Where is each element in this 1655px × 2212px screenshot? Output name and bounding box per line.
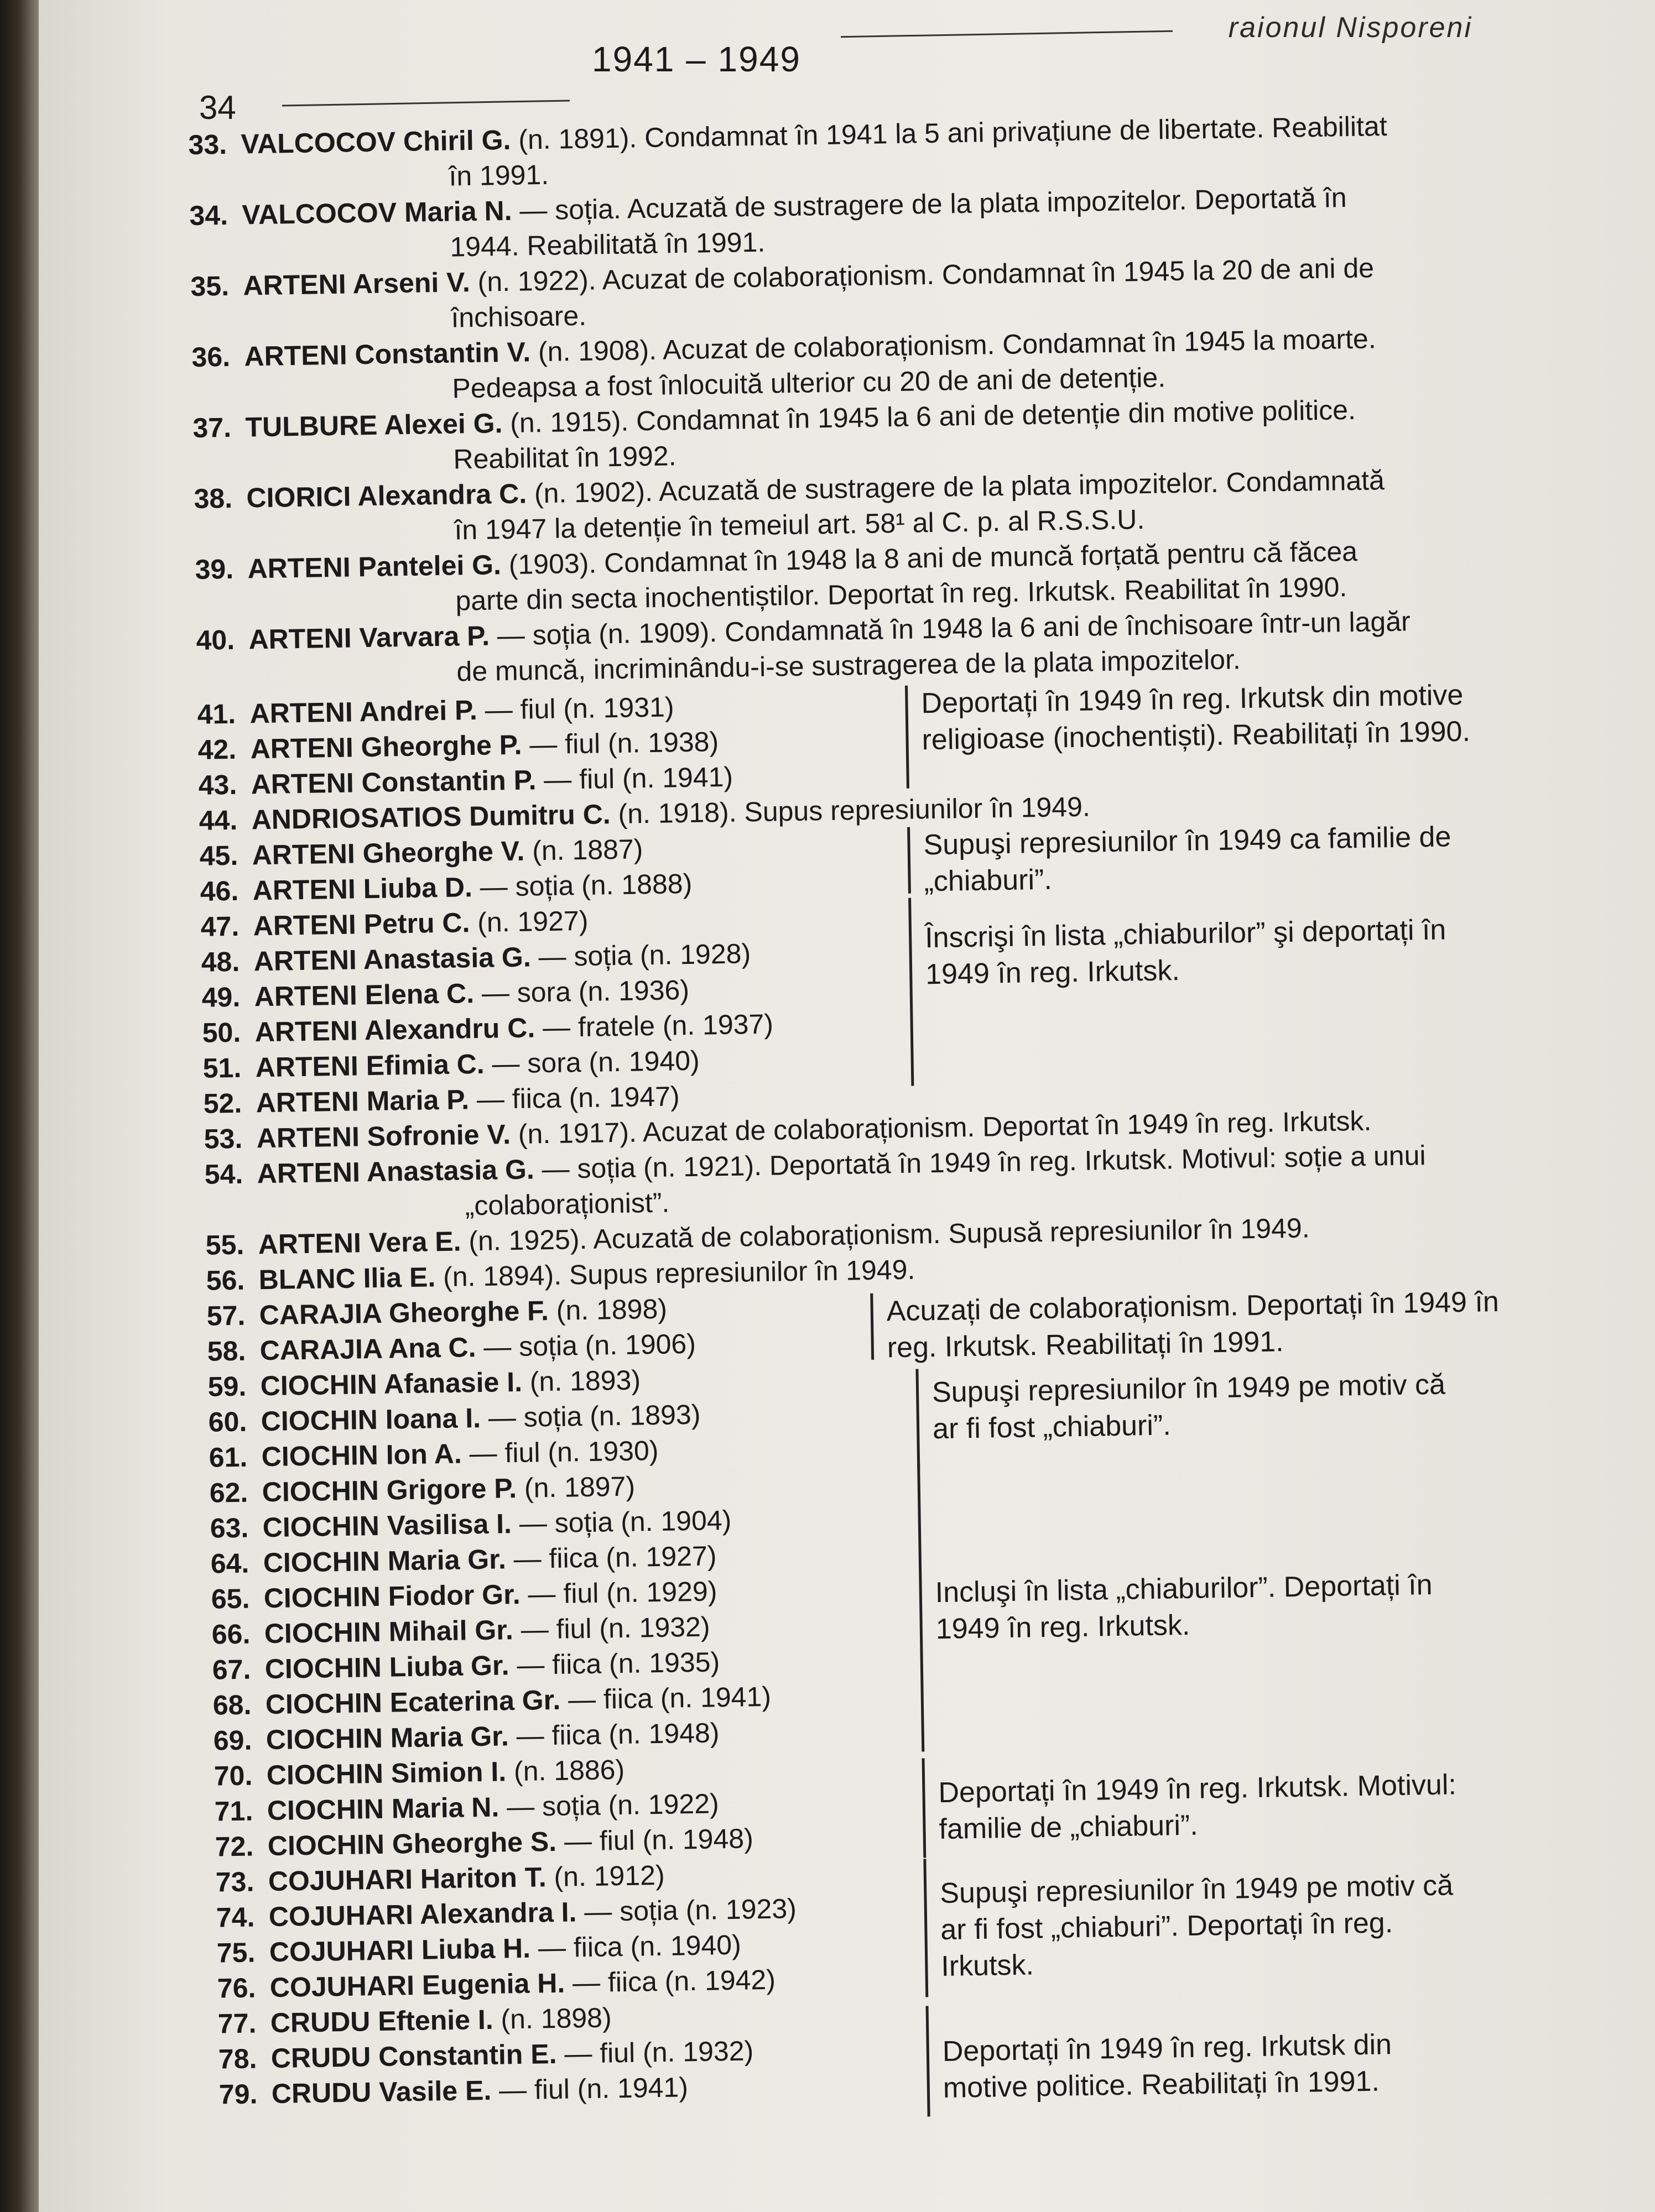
group-note: Supuşi represiunilor în 1949 ca familie de „chiaburi”. xyxy=(907,818,1477,894)
entry-text: (n. 1898) xyxy=(493,2002,612,2035)
entry-name: ARTENI Petru C. xyxy=(253,907,470,942)
entry-continuation: în 1991. xyxy=(449,159,549,192)
entry-name: CIORICI Alexandra C. xyxy=(246,478,527,514)
entry-number: 36. xyxy=(191,341,231,373)
entry-list xyxy=(188,106,1574,2112)
entry-text: — fratele (n. 1937) xyxy=(534,1008,774,1044)
entry-text: — soția (n. 1909). Condamnată în 1948 la 6 ani de închisoare într-un lagăr xyxy=(489,606,1411,651)
entry-name: COJUHARI Liuba H. xyxy=(269,1932,531,1968)
entry-text: (n. 1897) xyxy=(516,1470,636,1504)
entry-name: ARTENI Anastasia G. xyxy=(257,1154,535,1190)
entry-number: 45. xyxy=(199,839,238,872)
group-note: Supuşi represiunilor în 1949 pe motiv că ar fi fost „chiaburi”. Deportați în reg. Irkutsk. xyxy=(923,1850,1479,1997)
entry-name: COJUHARI Alexandra I. xyxy=(268,1896,577,1933)
entry-number: 37. xyxy=(192,411,232,444)
group-note: Acuzați de colaboraționism. Deportați în 1949 în reg. Irkutsk. Reabilitați în 1991. xyxy=(870,1283,1523,1360)
book-binding xyxy=(0,0,39,2212)
entry-text: — soția (n. 1921). Deportată în 1949 în reg. Irkutsk. Motivul: soție a unui xyxy=(534,1140,1426,1185)
entry-number: 64. xyxy=(210,1547,249,1579)
entry-text: (n. 1898) xyxy=(548,1293,668,1327)
entry-text: — soția (n. 1893) xyxy=(480,1399,701,1433)
entry-number: 59. xyxy=(207,1370,247,1402)
entry-text: (n. 1887) xyxy=(524,833,643,867)
entry-number: 66. xyxy=(211,1618,251,1650)
entry-number: 54. xyxy=(204,1158,243,1190)
group-note: Incluşi în lista „chiaburilor”. Deportați în 1949 în reg. Irkutsk. xyxy=(917,1455,1475,1752)
entry-number: 63. xyxy=(210,1512,249,1544)
entry-number: 48. xyxy=(201,946,240,978)
entry-number: 50. xyxy=(202,1016,241,1048)
entry-name: ARTENI Vera E. xyxy=(258,1225,461,1260)
entry-number: 47. xyxy=(200,910,240,942)
entry-number: 49. xyxy=(201,981,241,1013)
entry-number: 56. xyxy=(206,1264,245,1296)
entry-number: 34. xyxy=(189,199,228,231)
entry-text: — fiica (n. 1940) xyxy=(530,1929,742,1964)
entry-text: — fiul (n. 1941) xyxy=(535,761,733,796)
entry-text: (n. 1918). Supus represiunilor în 1949. xyxy=(610,791,1091,830)
entry-name: ARTENI Gheorghe V. xyxy=(252,835,525,871)
entry-number: 78. xyxy=(218,2043,257,2075)
entry-number: 71. xyxy=(214,1795,253,1827)
book-page xyxy=(39,0,1655,2212)
entry-number: 67. xyxy=(212,1653,251,1686)
page-header-title: 1941 – 1949 xyxy=(592,39,801,79)
entry-text: (n. 1902). Acuzată de sustragere de la plata impozitelor. Condamnată xyxy=(526,465,1385,509)
entry-name: ARTENI Arseni V. xyxy=(243,267,471,301)
entry-name: CIOCHIN Ioana I. xyxy=(261,1402,481,1437)
header-rule-top xyxy=(841,30,1173,38)
group-note: Deportați în 1949 în reg. Irkutsk. Motivul: familie de „chiaburi”. xyxy=(922,1750,1476,1858)
entry-text: — sora (n. 1940) xyxy=(484,1045,700,1079)
entry-number: 61. xyxy=(209,1441,248,1473)
entry-text: — fiica (n. 1935) xyxy=(509,1646,720,1681)
entry-name: CIOCHIN Fiodor Gr. xyxy=(263,1578,521,1614)
entry-text: (n. 1912) xyxy=(546,1859,665,1893)
entry-text: — fiul (n. 1929) xyxy=(520,1575,717,1610)
entry-group xyxy=(209,1454,1569,1758)
entry-number: 58. xyxy=(207,1335,246,1367)
entry-text: — soția. Acuzată de sustragere de la plata impozitelor. Deportată în xyxy=(512,182,1347,226)
entry-name: CIOCHIN Ion A. xyxy=(261,1438,462,1473)
entry-number: 55. xyxy=(205,1229,244,1261)
entry-number: 41. xyxy=(197,698,236,730)
entry-number: 77. xyxy=(217,2007,257,2039)
entry-number: 53. xyxy=(204,1123,243,1155)
entry-number: 42. xyxy=(197,733,237,765)
entry-number: 70. xyxy=(214,1760,253,1792)
entry-name: COJUHARI Hariton T. xyxy=(268,1861,547,1897)
entry-text: — fiica (n. 1927) xyxy=(506,1540,717,1575)
entry-name: VALCOCOV Chiril G. xyxy=(241,124,511,160)
entry-text: — fiica (n. 1942) xyxy=(564,1964,776,1999)
entry-name: CIOCHIN Afanasie I. xyxy=(260,1366,523,1402)
entry-text: (n. 1925). Acuzată de colaboraționism. Supusă represiunilor în 1949. xyxy=(461,1212,1310,1257)
entry-number: 40. xyxy=(196,624,235,656)
entry-text: — soția (n. 1906) xyxy=(476,1328,696,1363)
entry-name: ARTENI Pantelei G. xyxy=(247,549,502,585)
entry-name: ARTENI Alexandru C. xyxy=(254,1012,535,1048)
entry-text: — fiul (n. 1938) xyxy=(522,726,719,760)
entry-name: CIOCHIN Maria N. xyxy=(267,1791,499,1827)
entry-name: CIOCHIN Mihail Gr. xyxy=(264,1614,514,1650)
entry-name: CIOCHIN Ecaterina Gr. xyxy=(265,1684,561,1720)
entry-name: CARAJIA Ana C. xyxy=(259,1332,476,1366)
entry-group xyxy=(217,1985,1574,2112)
entry-number: 69. xyxy=(213,1724,252,1756)
page-number: 34 xyxy=(199,89,236,126)
entry-text: (n. 1893) xyxy=(522,1364,641,1397)
entry-name: VALCOCOV Maria N. xyxy=(242,195,512,231)
entry-number: 74. xyxy=(216,1901,255,1933)
entry-text: — soția (n. 1928) xyxy=(530,938,751,973)
entry-number: 44. xyxy=(199,804,238,836)
entry-continuation: parte din secta inochentiștilor. Deportat în reg. Irkutsk. Reabilitat în 1990. xyxy=(455,571,1347,617)
entry-name: CIOCHIN Grigore P. xyxy=(262,1472,517,1508)
entry-group xyxy=(200,888,1559,1121)
group-note: Înscrişi în lista „chiaburilor” şi deportați în 1949 în reg. Irkutsk. xyxy=(908,889,1464,1086)
entry-name: CIOCHIN Maria Gr. xyxy=(263,1543,507,1579)
entry-number: 68. xyxy=(212,1689,252,1721)
entry-number: 60. xyxy=(208,1406,247,1438)
entry-number: 35. xyxy=(190,270,230,302)
entry-number: 72. xyxy=(215,1830,254,1863)
entry-number: 73. xyxy=(215,1866,254,1898)
entry-continuation: de muncă, incriminându-i-se sustragerea de la plata impozitelor. xyxy=(456,644,1241,687)
entry-number: 46. xyxy=(200,875,239,907)
entry-text: — soția (n. 1904) xyxy=(511,1504,732,1540)
entry-text: — soția (n. 1888) xyxy=(472,868,693,903)
entry-name: ARTENI Liuba D. xyxy=(252,872,473,906)
entry-number: 57. xyxy=(206,1300,246,1332)
entry-text: — fiica (n. 1941) xyxy=(560,1681,772,1715)
entry-name: TULBURE Alexei G. xyxy=(245,408,503,443)
entry-text: (n. 1908). Acuzat de colaboraționism. Condamnat în 1945 la moarte. xyxy=(530,323,1377,368)
entry-text: — fiul (n. 1948) xyxy=(556,1823,754,1857)
entry-number: 79. xyxy=(218,2078,258,2110)
entry-text: (n. 1894). Supus represiunilor în 1949. xyxy=(435,1254,915,1293)
entry-number: 39. xyxy=(195,553,234,585)
entry-name: CRUDU Constantin E. xyxy=(270,2038,557,2074)
entry-continuation: în 1947 la detenție în temeiul art. 58¹ al C. p. al R.S.S.U. xyxy=(454,503,1145,546)
entry-name: ARTENI Constantin V. xyxy=(244,336,531,372)
entry-continuation: Reabilitat în 1992. xyxy=(453,440,676,475)
entry-text: (n. 1922). Acuzat de colaboraționism. Condamnat în 1945 la 20 de ani de xyxy=(470,252,1375,298)
entry-text: (n. 1886) xyxy=(506,1754,625,1787)
entry-number: 62. xyxy=(209,1477,248,1509)
entry-number: 38. xyxy=(194,482,233,514)
entry-text: — soția (n. 1922) xyxy=(498,1788,720,1823)
entry-continuation: 1944. Reabilitată în 1991. xyxy=(450,226,766,263)
group-note: Deportați în 1949 în reg. Irkutsk din motive religioase (inochentiști). Reabilitați în 1990. xyxy=(905,677,1476,789)
entry-name: CIOCHIN Maria Gr. xyxy=(266,1720,509,1756)
group-note: Supuşi represiunilor în 1949 pe motiv că ar fi fost „chiaburi”. xyxy=(915,1360,1470,1469)
entry-name: ARTENI Anastasia G. xyxy=(253,941,532,977)
entry-text: — fiul (n. 1941) xyxy=(491,2072,689,2106)
entry-text: — sora (n. 1936) xyxy=(473,974,690,1009)
entry-group xyxy=(207,1348,1564,1475)
running-head: raionul Nisporeni xyxy=(1228,12,1472,44)
entry-name: ARTENI Varvara P. xyxy=(248,620,490,655)
entry-group xyxy=(197,675,1554,802)
entry-name: ARTENI Maria P. xyxy=(256,1084,470,1119)
entry-number: 51. xyxy=(202,1052,242,1084)
entry-number: 43. xyxy=(198,769,237,801)
entry-name: CIOCHIN Vasilisa I. xyxy=(262,1508,512,1543)
entry-group xyxy=(215,1843,1573,2006)
entry-text: — fiica (n. 1947) xyxy=(469,1081,680,1115)
entry-text: — fiul (n. 1930) xyxy=(461,1434,659,1469)
entry-name: CRUDU Vasile E. xyxy=(271,2074,492,2110)
entry-name: ARTENI Constantin P. xyxy=(251,764,537,800)
entry-continuation: „colaboraționist”. xyxy=(465,1187,670,1222)
entry-name: CIOCHIN Simion I. xyxy=(266,1756,507,1791)
entry-number: 52. xyxy=(203,1087,242,1119)
entry-text: — fiul (n. 1932) xyxy=(556,2035,754,2069)
entry-name: CRUDU Eftenie I. xyxy=(270,2004,494,2039)
entry-continuation: închisoare. xyxy=(451,300,587,333)
entry-number: 76. xyxy=(217,1972,256,2004)
entry-text: (n. 1917). Acuzat de colaboraționism. Deportat în 1949 în reg. Irkutsk. xyxy=(510,1105,1372,1150)
entry-text: — fiul (n. 1931) xyxy=(477,691,674,726)
entry-name: COJUHARI Eugenia H. xyxy=(269,1967,565,2004)
entry-name: CARAJIA Gheorghe F. xyxy=(259,1295,549,1331)
entry-number: 33. xyxy=(188,128,227,160)
entry-text: — soția (n. 1923) xyxy=(576,1893,797,1928)
entry-text: (n. 1891). Condamnat în 1941 la 5 ani privațiune de libertate. Reabilitat xyxy=(510,110,1388,155)
entry-text: (n. 1915). Condamnat în 1945 la 6 ani de detenție din motive politice. xyxy=(502,394,1356,439)
entry-name: CIOCHIN Gheorghe S. xyxy=(267,1825,557,1862)
entry-name: ARTENI Sofronie V. xyxy=(256,1119,511,1154)
entry-name: ARTENI Gheorghe P. xyxy=(250,729,522,765)
entry-name: ANDRIOSATIOS Dumitru C. xyxy=(251,799,611,836)
entry-name: BLANC Ilia E. xyxy=(258,1261,436,1296)
entry-text: (1903). Condamnat în 1948 la 8 ani de muncă forțată pentru că făcea xyxy=(501,535,1358,581)
group-note: Deportați în 1949 în reg. Irkutsk din motive politice. Reabilitați în 1991. xyxy=(926,1997,1481,2117)
entry-name: CIOCHIN Liuba Gr. xyxy=(264,1650,509,1685)
header-rule-left xyxy=(282,100,570,106)
entry-name: ARTENI Efimia C. xyxy=(255,1048,485,1083)
entry-text: — fiica (n. 1948) xyxy=(508,1717,720,1752)
entry-text: (n. 1927) xyxy=(469,905,589,938)
entry-name: ARTENI Andrei P. xyxy=(249,694,478,729)
entry-continuation: Pedeapsa a fost înlocuită ulterior cu 20 de ani de detenție. xyxy=(452,362,1166,404)
entry-number: 65. xyxy=(211,1583,250,1615)
entry-name: ARTENI Elena C. xyxy=(254,978,475,1013)
entry-text: — fiul (n. 1932) xyxy=(513,1611,710,1646)
entry-group xyxy=(214,1737,1570,1864)
entry-number: 75. xyxy=(216,1937,256,1969)
